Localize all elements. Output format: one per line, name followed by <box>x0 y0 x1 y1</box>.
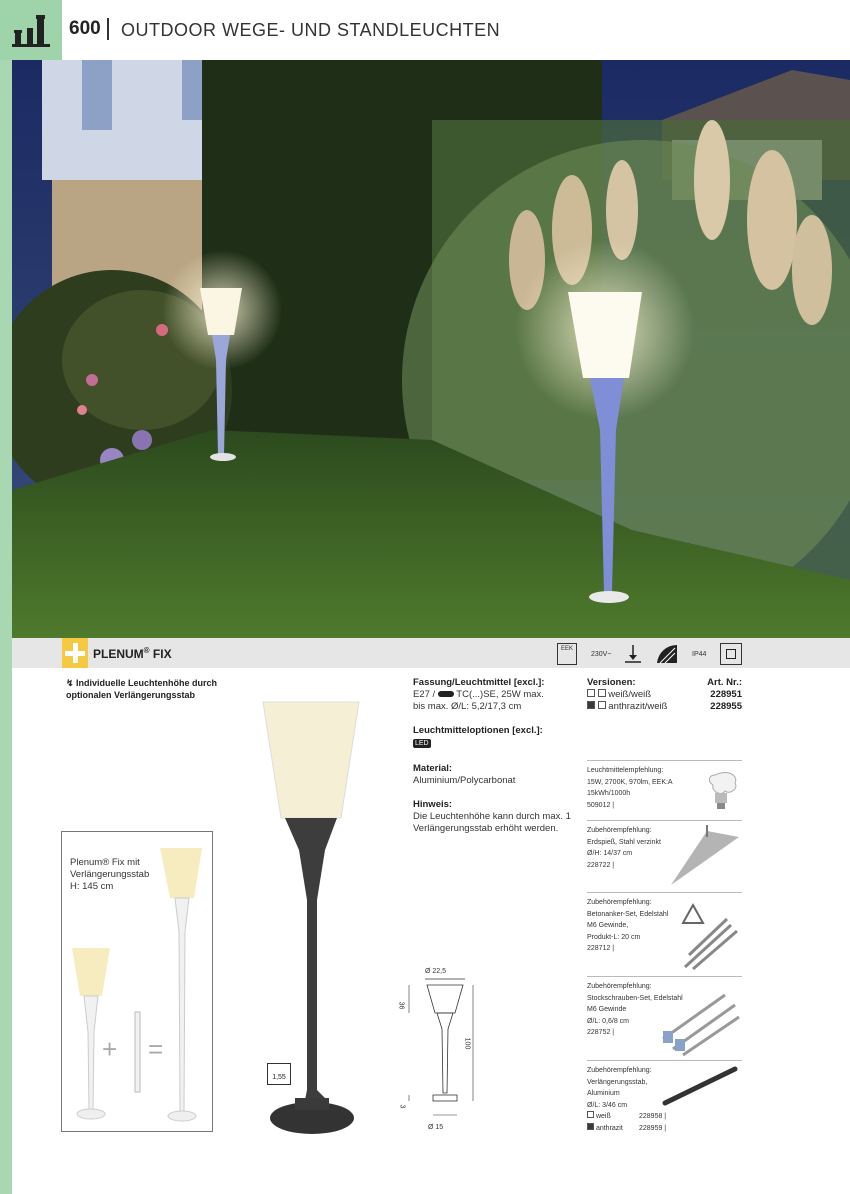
swatch-anthracite-icon <box>587 701 595 709</box>
recommendation-extension-rod <box>587 1060 742 1140</box>
rec-title: Zubehörempfehlung: <box>587 899 652 906</box>
artnr-heading: Art. Nr.: <box>707 677 742 688</box>
rec-variant-art: 228959 | <box>639 1124 667 1132</box>
registered-mark: ® <box>143 646 150 655</box>
recommendation-anchor-set <box>587 892 742 976</box>
swatch-white-icon <box>598 701 606 709</box>
product-name-suffix: FIX <box>149 647 172 661</box>
page-title: OUTDOOR WEGE- UND STANDLEUCHTEN <box>121 20 501 40</box>
plus-badge <box>62 638 88 668</box>
rec-title: Zubehörempfehlung: <box>587 827 652 834</box>
bolt-icon: ↯ <box>66 678 77 688</box>
category-sidebar <box>0 0 12 1194</box>
rec-line: M6 Gewinde <box>587 1006 627 1013</box>
hint-value: Die Leuchtenhöhe kann durch max. 1 Verlängerungsstab erhöht werden. <box>413 811 571 834</box>
eek-text: EEK <box>560 646 573 652</box>
recommendation-screw-set <box>587 976 742 1060</box>
led-icon <box>413 739 431 748</box>
rec-title: Leuchtmittelempfehlung: <box>587 767 664 774</box>
rec-variant-label: anthrazit <box>595 1124 623 1132</box>
version-label-text: weiß/weiß <box>608 689 652 700</box>
dim-top-diameter: Ø 22,5 <box>425 968 447 975</box>
version-art: 228951 <box>710 689 742 700</box>
anchor-set-icon <box>679 899 741 973</box>
rec-line: Ø/L: 0,6/8 cm <box>587 1017 630 1025</box>
dim-base-height: 3 <box>398 1104 406 1109</box>
versions-heading: Versionen: <box>587 677 636 688</box>
rec-line: M6 Gewinde, <box>587 922 629 929</box>
rec-variant-art: 228958 | <box>639 1113 667 1120</box>
dimension-drawing <box>405 975 485 1135</box>
weight-icon <box>267 1063 291 1085</box>
fassung-heading: Fassung/Leuchtmittel [excl.]: <box>413 677 545 688</box>
ground-spike-icon <box>622 643 644 665</box>
ip-rating: IP44 <box>692 651 707 658</box>
led-icon-text: LED <box>415 740 429 747</box>
rec-line: Aluminium <box>587 1090 620 1097</box>
dim-shade-height: 36 <box>397 1001 405 1010</box>
ground-spike-product-icon <box>667 823 742 889</box>
dim-total-height: 100 <box>463 1037 471 1050</box>
rec-variant-row <box>587 1111 742 1123</box>
product-name <box>93 646 172 661</box>
product-name-text: PLENUM <box>93 647 144 661</box>
rec-line: Betonanker-Set, Edelstahl <box>587 910 669 918</box>
rec-line: Verlängerungsstab, <box>587 1078 648 1086</box>
page-number: 600 <box>69 18 101 39</box>
fassung-line-1 <box>413 689 578 701</box>
options-heading: Leuchtmitteloptionen [excl.]: <box>413 725 543 736</box>
inset-caption: Plenum® Fix mit Verlängerungsstab H: 145 cm <box>70 857 150 892</box>
rec-art: 228712 | <box>587 945 615 952</box>
swatch-anthracite-icon <box>587 1123 594 1130</box>
screw-set-icon <box>659 989 741 1057</box>
rec-art: 228752 | <box>587 1029 615 1036</box>
title-separator <box>107 18 109 40</box>
dim-base-diameter: Ø 15 <box>428 1124 444 1131</box>
recommendation-lamp <box>587 760 742 820</box>
hero-garden-photo <box>12 60 850 638</box>
rec-title: Zubehörempfehlung: <box>587 1067 652 1074</box>
rec-line: Ø/L: 3/46 cm <box>587 1101 628 1109</box>
plus-icon <box>62 638 88 668</box>
rec-line: Ø/H: 14/37 cm <box>587 850 633 857</box>
rec-variant-row <box>587 1123 742 1135</box>
versions-table <box>587 677 742 713</box>
version-row <box>587 689 742 701</box>
extension-rod-icon <box>661 1063 741 1107</box>
rec-line: 15W, 2700K, 970lm, EEK:A <box>587 778 673 786</box>
recommendation-ground-spike <box>587 820 742 892</box>
version-label <box>587 701 667 713</box>
material-heading: Material: <box>413 763 453 774</box>
eek-label-icon <box>557 643 577 665</box>
rec-variant-label: weiß <box>595 1113 611 1120</box>
versions-header <box>587 677 742 689</box>
hint-heading: Hinweis: <box>413 799 453 810</box>
fassung-line-2: bis max. Ø/L: 5,2/17,3 cm <box>413 701 522 712</box>
weight-value: 1,55 <box>272 1074 286 1081</box>
rec-line: Stockschrauben-Set, Edelstahl <box>587 994 683 1002</box>
version-label-text: anthrazit/weiß <box>608 701 668 712</box>
beam-angle-icon <box>655 643 679 665</box>
rec-art: 509012 | <box>587 801 615 809</box>
material-value: Aluminium/Polycarbonat <box>413 775 516 786</box>
rec-line: 15kWh/1000h <box>587 790 631 797</box>
equals-sign: = <box>148 1034 164 1064</box>
version-art: 228955 <box>710 701 742 712</box>
fassung-line-1a: E27 / <box>413 689 438 700</box>
feature-text: Individuelle Leuchtenhöhe durch optionalen Verlängerungsstab <box>66 678 218 700</box>
fassung-line-1b: TC(...)SE, 25W max. <box>453 689 544 700</box>
category-tab <box>0 0 62 60</box>
swatch-white-icon <box>587 1111 594 1118</box>
plus-sign: + <box>102 1034 118 1064</box>
rec-art: 228722 | <box>587 861 615 869</box>
rec-title: Zubehörempfehlung: <box>587 983 652 990</box>
voltage-label: 230V~ <box>591 651 612 658</box>
version-row <box>587 701 742 713</box>
rec-line: Produkt-L: 20 cm <box>587 933 641 941</box>
tube-lamp-icon <box>438 691 454 697</box>
energy-saving-bulb-icon <box>705 769 741 811</box>
version-label <box>587 689 651 701</box>
specs-column <box>413 677 578 835</box>
swatch-white-icon <box>587 689 595 697</box>
outdoor-lamp-icon <box>0 0 62 60</box>
protection-class-icon <box>720 643 742 665</box>
feature-bullet <box>66 677 246 701</box>
rec-line: Erdspieß, Stahl verzinkt <box>587 838 661 846</box>
swatch-white-icon <box>598 689 606 697</box>
